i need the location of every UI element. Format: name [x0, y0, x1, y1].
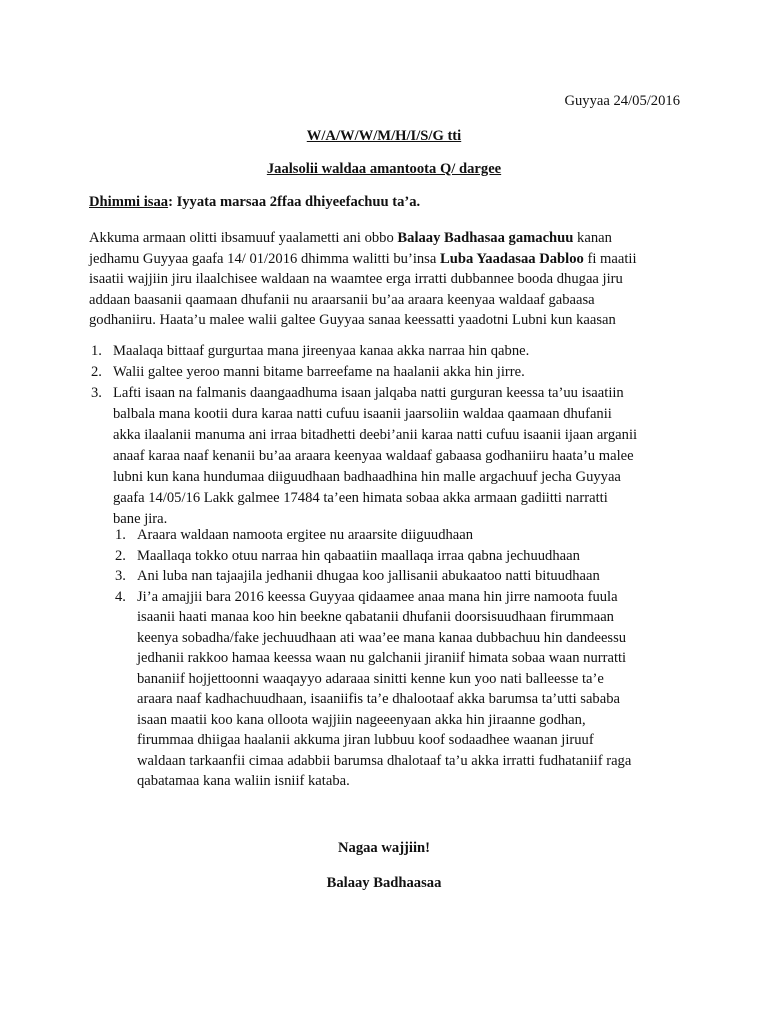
intro-line: isaatii wajjiin jiru ilaalchisee waldaan na waamtee erga irratti dubbannee booda dhugaa jiru	[89, 271, 623, 287]
list-line: Maallaqa tokko otuu narraa hin qabaatiin maallaqa irraa qabna jechuudhaan	[137, 547, 580, 564]
list-line: Ani luba nan tajaajila jedhanii dhugaa koo jallisanii abukaatoo natti bituudhaan	[137, 568, 600, 584]
intro-text: kanan	[573, 230, 612, 246]
list-item	[115, 525, 683, 546]
list-number: 4.	[115, 588, 126, 605]
intro-line: godhaniiru. Haata’u malee walii galtee Guyyaa sanaa keessatti yaadotni Lubni kun kaasan	[89, 312, 616, 328]
list-line: qabatamaa kana waliin isniif kataba.	[137, 773, 350, 789]
closing-line: Nagaa wajjiin!	[337, 840, 431, 856]
recipient-line: Jaalsolii waldaa amantoota Q/ dargee	[266, 161, 502, 177]
subject-text: : Iyyata marsaa 2ffaa dhiyeefachuu ta’a.	[168, 194, 421, 210]
list-item	[91, 341, 683, 362]
intro-text: Akkuma armaan olitti ibsamuuf yaalametti ani obbo	[89, 230, 398, 246]
intro-line: addaan baasanii qaamaan dhufanii nu araarsanii bu’aa araara keenyaa waldaaf gabaasa	[89, 291, 595, 308]
signer-name: Balaay Badhaasaa	[326, 875, 442, 891]
list-item	[115, 566, 683, 587]
intro-text: jedhamu Guyyaa gaafa 14/ 01/2016 dhimma walitti bu’insa	[89, 250, 440, 267]
list-line: isaan maatii koo kana olloota wajjiin nageeenyaan akka hin jiraanne godhan,	[137, 711, 586, 728]
list-number: 3.	[115, 568, 126, 584]
priest-name: Luba Yaadasaa Dabloo	[439, 250, 584, 267]
letter-date: Guyyaa 24/05/2016	[564, 93, 680, 109]
list-number: 1.	[115, 527, 126, 543]
list-line: firummaa dhiigaa haalanii akkuma jiran lubbuu koof sodaadhee waanan jiruuf	[137, 732, 594, 748]
list-line: Ji’a amajjii bara 2016 keessa Guyyaa qidaamee anaa mana hin jirre namoota fuula	[137, 588, 618, 605]
list-line: bane jira.	[113, 511, 168, 527]
list-line: gaafa 14/05/16 Lakk galmee 17484 ta’een himata sobaa akka armaan gadiitti narratti	[113, 490, 608, 506]
list-line: akka ilaalanii manuma ani irraa bitadhetti deebi’anii karaa natti cufuu isaanii ijaan arganii	[113, 427, 638, 443]
list-line: balbala mana kootii dura karaa natti cufuu isaanii jaarsoliin waldaa qaamaan dhufanii	[113, 406, 612, 422]
list-item	[115, 546, 683, 567]
list-number: 2.	[91, 364, 102, 380]
list-line: Araara waldaan namoota ergitee nu araarsite diiguudhaan	[137, 527, 474, 543]
subject-label: Dhimmi isaa	[89, 194, 169, 210]
reference-line: W/A/W/W/M/H/I/S/G tti	[306, 128, 462, 144]
list-line: anaaf karaa naaf kenanii bu’aa araara keenyaa waldaaf gabaasa godhaniiru haata’u malee	[113, 448, 634, 464]
list-item	[115, 587, 683, 792]
list-line: bananiif hojjettoonni waaqayyo adaraaa sinitti kenne kun yoo nati balleesse ta’e	[137, 670, 604, 687]
list-number: 3.	[91, 385, 102, 401]
list-item	[91, 383, 683, 530]
list-line: araara naaf kadhachuudhaan, isaaniifis ta’e dhalootaaf akka barumsa ta’utti sababa	[137, 691, 620, 707]
list-line: waldaan tarkaanfii cimaa adabbii barumsa dhalotaaf ta’u akka irratti fudhataniif raga	[137, 752, 632, 769]
intro-text: fi maatii	[583, 250, 637, 267]
list-line: Lafti isaan na falmanis daangaadhuma isaan jalqaba natti gurguran keessa ta’uu isaatiin	[113, 385, 624, 401]
intro-paragraph	[89, 228, 681, 331]
list-line: isaanii haati manaa koo hin beekne qabatanii dhufanii doorsisuudhaan firummaan	[137, 609, 614, 625]
complaint-list	[91, 341, 683, 530]
grievance-list	[115, 525, 683, 792]
list-number: 2.	[115, 547, 126, 564]
list-line: Maalaqa bittaaf gurgurtaa mana jireenyaa kanaa akka narraa hin qabne.	[113, 343, 530, 359]
list-line: keenya sobadha/fake jechuudhaan ati waa’ee mana kanaa dubbachuu hin dandeessu	[137, 629, 627, 646]
subject-line	[89, 194, 420, 211]
list-line: jedhanii rakkoo hamaa keessa waan nu galchanii jiraniif himata sobaa waan nurratti	[137, 650, 627, 666]
intro-line	[89, 249, 681, 270]
list-item	[91, 362, 683, 383]
list-number: 1.	[91, 343, 102, 359]
list-line: lubni kun kana hundumaa diiguudhaan badhaadhina hin malle argachuuf jecha Guyyaa	[113, 469, 621, 485]
list-line: Walii galtee yeroo manni bitame barreefame na haalanii akka hin jirre.	[113, 364, 525, 380]
author-name: Balaay Badhasaa gamachuu	[397, 230, 574, 246]
intro-line	[89, 228, 681, 249]
